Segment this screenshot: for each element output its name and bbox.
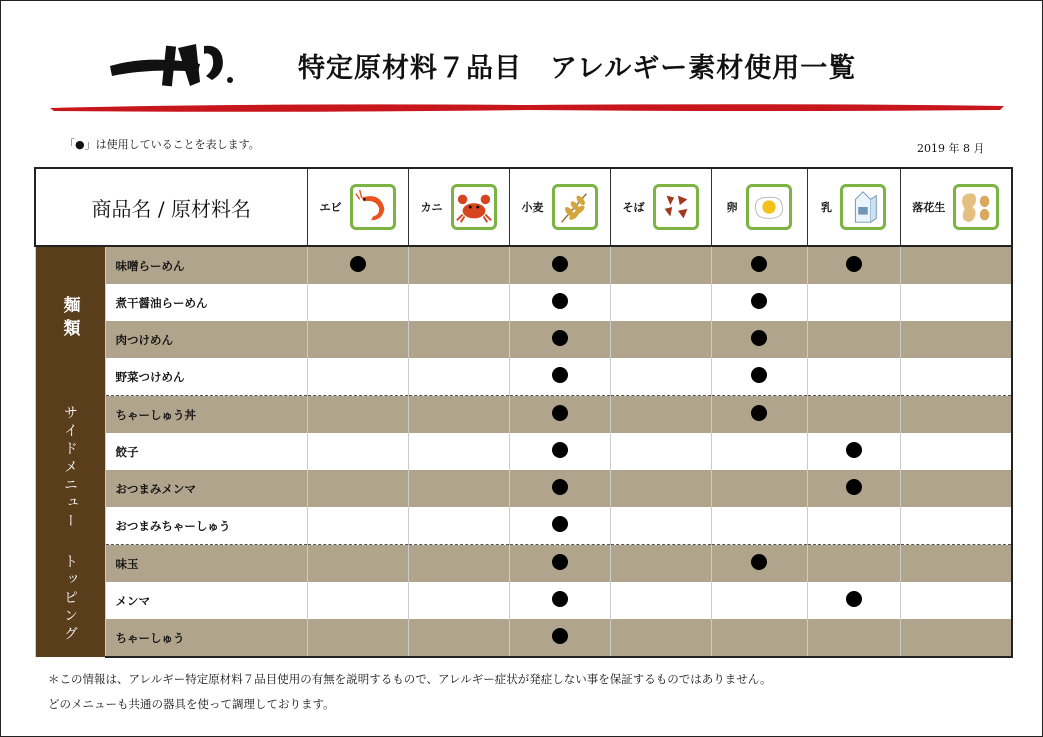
allergen-cell [711,582,807,619]
allergen-cell [807,284,900,321]
allergen-cell [711,545,807,583]
allergen-header [307,168,408,246]
allergen-cell [900,470,1012,507]
egg-icon [746,184,792,230]
allergen-cell [408,470,509,507]
used-mark-icon [552,256,568,272]
allergen-cell [610,507,711,545]
allergen-cell [610,619,711,657]
buckwheat-icon [653,184,699,230]
allergen-cell [307,545,408,583]
allergen-cell [807,545,900,583]
allergen-cell [711,396,807,434]
allergen-cell [408,396,509,434]
table-row [35,246,1012,284]
product-name: メンマ [105,582,307,619]
allergen-cell [900,619,1012,657]
allergen-cell [408,619,509,657]
allergen-cell [610,284,711,321]
allergen-cell [408,545,509,583]
allergen-cell [408,358,509,396]
used-mark-icon [552,442,568,458]
page-title: 特定原材料７品目 アレルギー素材使用一覧 [298,53,857,84]
product-column-header [35,168,307,246]
allergen-cell [610,396,711,434]
allergen-cell [711,321,807,358]
used-mark-icon [552,479,568,495]
allergen-header [711,168,807,246]
category-cell [35,545,105,658]
used-mark-icon [751,293,767,309]
footnote-shared-utensils: どのメニューも共通の器具を使って調理しております。 [48,697,335,711]
used-mark-icon [751,330,767,346]
allergen-header [610,168,711,246]
used-mark-icon [846,591,862,607]
allergen-cell [807,619,900,657]
product-name: 煮干醤油らーめん [105,284,307,321]
allergen-cell [711,284,807,321]
used-mark-icon [751,554,767,570]
shrimp-icon [350,184,396,230]
product-name: 味噌らーめん [105,246,307,284]
allergen-cell [711,507,807,545]
allergen-cell [509,507,610,545]
allergen-header [408,168,509,246]
allergen-cell [807,396,900,434]
allergen-cell [900,433,1012,470]
used-mark-icon [846,479,862,495]
allergen-cell [610,433,711,470]
allergen-cell [509,358,610,396]
used-mark-icon [350,256,366,272]
table-row [35,582,1012,619]
used-mark-icon [846,256,862,272]
table-row [35,358,1012,396]
allergen-cell [307,396,408,434]
allergen-cell [509,470,610,507]
allergen-cell [307,246,408,284]
allergen-cell [610,246,711,284]
allergen-cell [900,507,1012,545]
allergen-cell [509,321,610,358]
used-mark-icon [552,628,568,644]
category-label: サイドメニュー [62,405,78,531]
product-name: 肉つけめん [105,321,307,358]
category-cell [35,246,105,396]
allergen-cell [509,582,610,619]
allergen-cell [408,433,509,470]
allergen-cell [711,470,807,507]
allergen-table-body [35,246,1012,657]
allergen-cell [900,545,1012,583]
used-mark-icon [552,405,568,421]
allergen-label: エビ [319,201,342,214]
used-mark-icon [552,554,568,570]
allergen-cell [307,470,408,507]
allergen-cell [610,582,711,619]
allergen-cell [509,396,610,434]
allergen-cell [807,507,900,545]
category-cell [35,396,105,545]
allergen-cell [509,619,610,657]
allergen-cell [307,619,408,657]
allergen-label: 乳 [821,201,833,214]
table-row [35,470,1012,507]
allergen-cell [900,582,1012,619]
allergen-cell [509,433,610,470]
allergen-cell [807,321,900,358]
table-row [35,284,1012,321]
allergen-label: 落花生 [912,201,946,214]
table-row [35,321,1012,358]
allergen-cell [807,433,900,470]
used-mark-icon [552,367,568,383]
allergen-cell [807,582,900,619]
used-mark-icon [552,330,568,346]
allergen-cell [307,433,408,470]
allergen-cell [711,246,807,284]
product-name: 野菜つけめん [105,358,307,396]
product-name: ちゃーしゅう [105,619,307,657]
allergen-cell [408,507,509,545]
used-mark-icon [846,442,862,458]
footnote-disclaimer: ＊この情報は、アレルギー特定原材料７品目使用の有無を説明するもので、アレルギー症状が発症しない事を保証するものではありません。 [48,672,772,686]
used-mark-icon [552,293,568,309]
allergen-cell [408,582,509,619]
category-label: トッピング [62,553,78,644]
allergen-cell [408,321,509,358]
allergen-cell [900,321,1012,358]
brand-logo [108,36,238,92]
used-mark-icon [552,516,568,532]
header-row [35,168,1012,246]
product-column-label: 商品名 / 原材料名 [91,196,251,221]
milk-icon [840,184,886,230]
table-row [35,545,1012,583]
allergen-label: カニ [420,201,443,214]
allergen-cell [711,433,807,470]
allergen-cell [807,470,900,507]
product-name: 餃子 [105,433,307,470]
allergen-cell [807,358,900,396]
allergen-cell [307,582,408,619]
allergen-cell [509,545,610,583]
allergen-cell [408,284,509,321]
peanut-icon [953,184,999,230]
used-mark-icon [751,405,767,421]
allergen-header [900,168,1012,246]
allergen-cell [900,358,1012,396]
allergen-cell [711,358,807,396]
allergen-cell [307,358,408,396]
allergen-cell [307,284,408,321]
allergen-label: そば [622,201,645,214]
crab-icon [451,184,497,230]
allergen-label: 小麦 [521,201,544,214]
table-row [35,619,1012,657]
allergen-cell [610,321,711,358]
allergen-cell [610,358,711,396]
allergen-table [34,167,1013,658]
product-name: ちゃーしゅう丼 [105,396,307,434]
allergen-cell [509,284,610,321]
allergen-cell [509,246,610,284]
date-label: 2019 年 8 月 [917,142,985,155]
allergen-cell [307,321,408,358]
table-row [35,433,1012,470]
used-mark-icon [552,591,568,607]
allergen-cell [900,284,1012,321]
allergen-cell [807,246,900,284]
product-name: おつまみメンマ [105,470,307,507]
product-name: 味玉 [105,545,307,583]
allergen-header [509,168,610,246]
allergen-label: 卵 [726,201,738,214]
category-label: 麺類 [59,296,80,343]
allergen-cell [408,246,509,284]
legend-note: 「●」は使用していることを表します。 [64,138,260,151]
allergen-cell [610,470,711,507]
allergen-cell [711,619,807,657]
allergen-cell [610,545,711,583]
allergen-cell [900,396,1012,434]
used-mark-icon [751,367,767,383]
allergen-header [807,168,900,246]
used-mark-icon [751,256,767,272]
table-row [35,507,1012,545]
product-name: おつまみちゃーしゅう [105,507,307,545]
wheat-icon [552,184,598,230]
table-row [35,396,1012,434]
allergen-cell [900,246,1012,284]
red-brush-divider [50,100,1004,114]
allergen-cell [307,507,408,545]
